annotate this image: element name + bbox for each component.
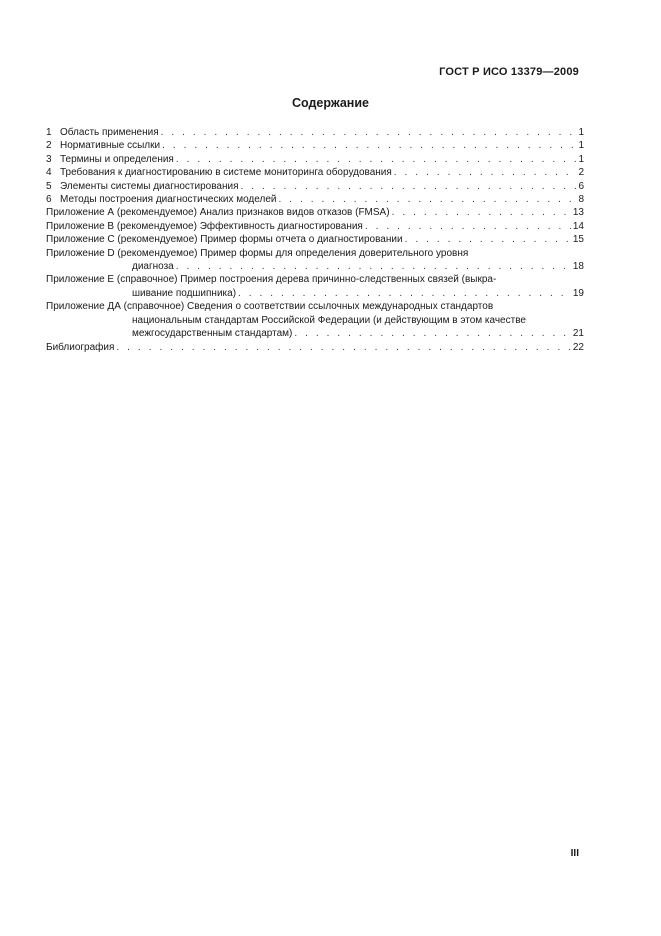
toc-entry-4[interactable]	[46, 166, 584, 179]
toc-entry-annex-c[interactable]	[46, 233, 584, 246]
toc-entry-page: 15	[572, 234, 584, 246]
toc-entry-text: Область применения	[60, 127, 159, 138]
toc-entry-text-cont: национальным стандартам Российской Федерации (и действующим в этом качестве	[132, 314, 526, 326]
toc-entry-page: 19	[572, 287, 584, 299]
dot-leader	[392, 206, 571, 219]
toc-entry-page: 21	[572, 328, 584, 340]
toc-entry-text-cont: диагноза	[132, 261, 174, 273]
toc-entry-page: 1	[578, 153, 584, 165]
dot-leader	[278, 193, 576, 206]
toc-entry-text: Приложение В (рекомендуемое) Эффективность диагностирования	[46, 220, 363, 232]
toc-entry-annex-d[interactable]	[46, 247, 584, 274]
dot-leader	[294, 327, 570, 340]
dot-leader	[162, 139, 576, 152]
dot-leader	[176, 260, 571, 273]
dot-leader	[365, 220, 571, 233]
standard-designation: ГОСТ Р ИСО 13379—2009	[439, 66, 579, 78]
toc-entry-number: 4	[46, 167, 52, 179]
toc-entry-number: 1	[46, 127, 52, 138]
toc-title: Содержание	[291, 96, 369, 110]
toc-entry-text: Приложение Е (справочное) Пример построения дерева причинно-следственных связей (выкра-	[46, 274, 497, 286]
toc-entry-text: Элементы системы диагностирования	[60, 180, 239, 192]
toc-entry-text: Термины и определения	[60, 153, 174, 165]
toc-entry-page: 1	[578, 140, 584, 152]
toc-entry-text: Методы построения диагностических моделей	[60, 194, 277, 206]
dot-leader	[238, 287, 571, 300]
toc-entry-text: Приложение ДА (справочное) Сведения о соответствии ссылочных международных стандартов	[46, 301, 494, 313]
toc-entry-text: Библиография	[46, 341, 115, 353]
dot-leader	[176, 153, 577, 166]
toc-entry-page: 14	[572, 220, 584, 232]
toc-entry-3[interactable]	[46, 153, 584, 166]
toc-entry-page: 18	[572, 261, 584, 273]
dot-leader	[394, 166, 577, 179]
toc-entry-text: Приложение С (рекомендуемое) Пример формы отчета о диагностировании	[46, 234, 403, 246]
toc-entry-text: Приложение А (рекомендуемое) Анализ признаков видов отказов (FMSA)	[46, 207, 390, 219]
toc-entry-annex-e[interactable]	[46, 273, 584, 300]
toc-entry-text: Требования к диагностированию в системе мониторинга оборудования	[60, 167, 392, 179]
toc-entry-page: 6	[578, 180, 584, 192]
toc-entry-text-cont: шивание подшипника)	[132, 287, 237, 299]
toc-entry-5[interactable]	[46, 180, 584, 193]
toc-entry-annex-da[interactable]	[46, 300, 584, 340]
toc-entry-number: 5	[46, 180, 52, 192]
toc-entry-bibliography[interactable]	[46, 341, 584, 354]
toc-entry-page: 8	[578, 194, 584, 206]
toc-entry-annex-a[interactable]	[46, 206, 584, 219]
toc-entry-page: 1	[578, 127, 584, 138]
toc-entry-1[interactable]	[46, 126, 584, 139]
toc-entry-annex-b[interactable]	[46, 220, 584, 233]
toc-entry-page: 22	[572, 341, 584, 353]
dot-leader	[405, 233, 571, 246]
toc-entry-text: Нормативные ссылки	[60, 140, 161, 152]
page-number: III	[570, 848, 579, 859]
toc-entry-text: Приложение D (рекомендуемое) Пример формы для определения доверительного уровня	[46, 247, 469, 259]
toc-entry-number: 3	[46, 153, 52, 165]
toc-entry-text-cont: межгосударственным стандартам)	[132, 328, 293, 340]
table-of-contents	[46, 126, 584, 354]
toc-entry-number: 2	[46, 140, 52, 152]
toc-entry-number: 6	[46, 194, 52, 206]
toc-entry-6[interactable]	[46, 193, 584, 206]
dot-leader	[241, 180, 577, 193]
toc-entry-page: 2	[578, 167, 584, 179]
dot-leader	[161, 126, 577, 139]
toc-entry-2[interactable]	[46, 139, 584, 152]
toc-entry-page: 13	[572, 207, 584, 219]
dot-leader	[116, 341, 570, 354]
